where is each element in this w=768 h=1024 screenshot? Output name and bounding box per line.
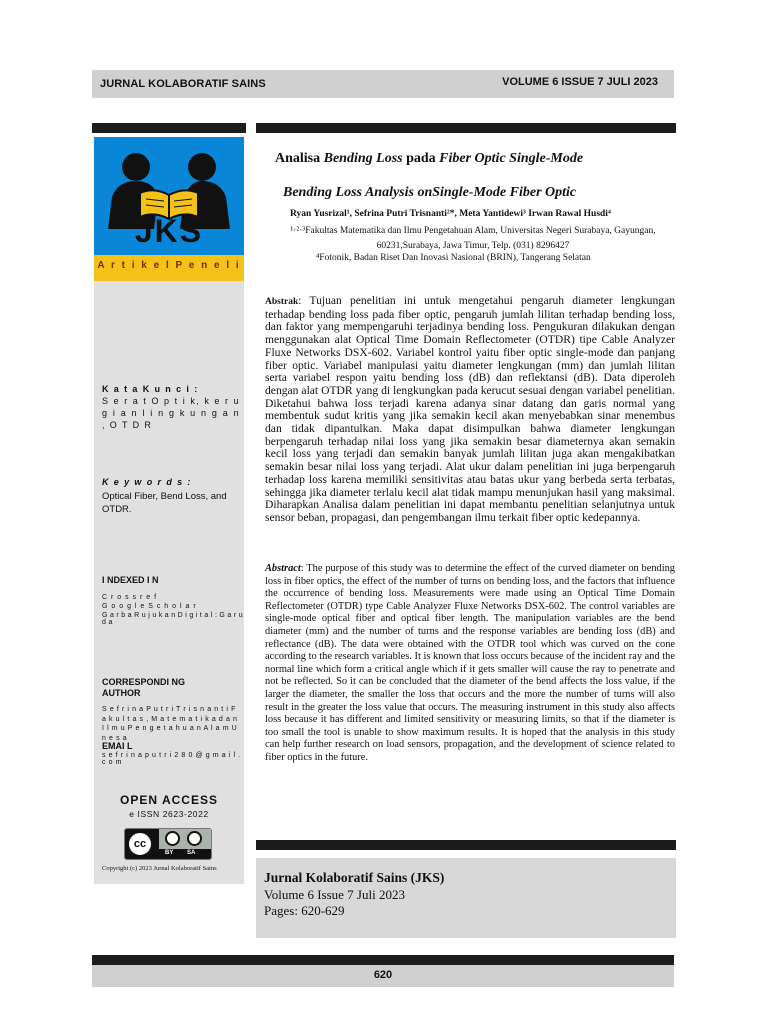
title-part: Bending Loss [323,151,403,166]
indexed-item: G a r b a R u j u k a n D i g i t a l : G a r u d a [102,612,243,626]
abstract-text: : The purpose of this study was to determine the effect of the curved diameter on bending loss in fiber optics, the effect of the number of turns on bending loss, and the factors that influence the occurrence of bending loss. Measurements were made using an Optical Time Domain Reflectometer (OTDR) type Cable Analyzer Fluxe Networks DSX-602. The control variables are single-mode optical fiber and optical fiber length. The manipulation variables are the bend diameter (mm) and the number of turns and the response variables are bending loss (dB) and reflectance (dB). The data were obtained with the OTDR tool which was curved on the cone according to the research variables. It is known that loss occurs because of the incident ray and the normal line which form a critical angle which if it gets smaller will cause the ray to penetrate and not be reflected. So it can be concluded that the diameter of the bend affects the loss value, if the larger the diameter, the smaller the loss that occurs and the more the number of turns will also result in the greater the loss value that occurs. The measuring instrument in this study also affects loss because it has different and limited sensitivity or measuring limits, so that if the diameter is too small the tool is unable to show maximum results. It is hoped that the analysis in this study can help further research on load sensors, propagation, and the development of science related to fiber optics in the future. [265,563,675,763]
journal-logo [94,137,244,255]
journal-info-pages: Pages: 620-629 [264,903,345,918]
page-number-bar [92,965,674,987]
right-bottom-bar [256,840,676,850]
title-part: Analisa [275,151,324,166]
logo-text: JKS [134,213,204,249]
article-title-en: Bending Loss Analysis onSingle-Mode Fiber Optic [283,185,577,200]
keywords-text: Optical Fiber, Bend Loss, and OTDR. [102,491,227,515]
affiliation-1: ¹·²·³Fakultas Matematika dan Ilmu Pengetahuan Alam, Universitas Negeri Surabaya, Gayungan, 60231,Surabaya, Jawa Timur, Telp. (031) 8296427 [290,226,656,251]
journal-name: JURNAL KOLABORATIF SAINS [100,78,266,90]
email-label: EMAI L [102,741,133,751]
title-part: Fiber Optic Single-Mode [439,151,584,166]
cc-icons-bar [159,829,211,849]
by-person-icon [165,831,180,846]
corresponding-label: CORRESPONDI NG AUTHOR [102,677,186,698]
abstract-label: Abstract [265,563,301,574]
volume-info: VOLUME 6 ISSUE 7 JULI 2023 [502,76,658,88]
keywords-label: K e y w o r d s : [102,477,192,487]
abstrak-text: : Tujuan penelitian ini untuk mengetahui pengaruh diameter lengkungan terhadap bending loss pada fiber optic, pengaruh jumlah lilitan terhadap bending loss, dan faktor yang mempengaruhi terjadinya bending loss. Pengukuran dilakukan dengan menggunakan alat Optical Time Domain Reflectometer (OTDR) tipe Cable Analyzer Fluxe Networks DSX-602. Variabel kontrol yaitu fiber optic single-mode dan panjang fiber optic. Variabel manipulasi yaitu diameter lengkungan (mm) dan jumlah lilitan serta variabel respon yaitu bending loss (dB) dan reflektansi (dB). Data diperoleh dengan alat OTDR yang di lengkungkan pada kerucut sesuai dengan variabel penelitian. Diketahui bahwa loss terjadi karena adanya sinar datang dan garis normal yang membentuk sudut kritis yang jika semakin kecil akan menyebabkan sinar menembus dan tidak dipantulkan. Maka dapat disimpulkan bahwa diameter lengkungan berpengaruh terhadap nilai loss yang jika semakin besar diameternya akan semakin kecil loss yang terjadi dan semakin banyak jumlah lilitan juga akan mengakibatkan semakin besar nilai loss yang terjadi. Alat ukur dalam penelitian ini juga berpengaruh terhadap loss karena memiliki sensitivitas atau batas ukur yang berbeda serta terbatas, sehingga jika diameter terlalu kecil alat tidak mampu menunjukan hasil yang maksimal. Diharapkan Analisa dalam penelitian ini dapat membantu penelitian selanjutnya untuk sensor beban, propagasi, dan pengembangan ilmu terkait fiber optic kedepannya. [265,294,675,524]
sidebar-panel-bottom [94,826,244,884]
corresponding-text: S e f r i n a P u t r i T r i s n a n t i F a k u l t a s , M a t e m a t i k a d a n I l m u P e n g e t a h u a n A l a m U n e s a [102,706,238,742]
issn: e ISSN 2623-2022 [129,809,209,819]
affiliation-2: ⁴Fotonik, Badan Riset Dan Inovasi Nasional (BRIN), Tangerang Selatan [316,253,591,263]
sidebar-panel [94,281,244,826]
abstract-paragraph [265,563,675,765]
email-link[interactable]: s e f r i n a p u t r i 2 8 0 @ g m a i l . c o m [102,752,241,766]
sa-share-icon [187,831,202,846]
journal-info-name: Jurnal Kolaboratif Sains (JKS) [264,870,445,885]
authors: Ryan Yusrizal¹, Sefrina Putri Trisnanti²*, Meta Yantidewi³ Irwan Rawal Husdi⁴ [290,209,611,219]
cc-icon: cc [127,831,153,857]
cc-license-badge[interactable] [124,828,212,860]
cc-sa-text: SA [187,850,196,856]
article-type-banner: A r t i k e l P e n e l i [94,255,244,281]
indexed-label: I NDEXED I N [102,575,159,585]
abstrak-paragraph [265,295,675,525]
right-top-bar [256,123,676,133]
indexed-item: G o o g l e S c h o l a r [102,603,197,610]
journal-info-box [256,858,676,938]
article-title-id [275,151,583,167]
abstrak-label: Abstrak [265,297,299,307]
copyright-text: Copyright (c) 2023 Jurnal Kolaboratif Sains [102,865,217,872]
title-part: pada [402,151,440,166]
indexed-item: C r o s s r e f [102,594,158,601]
page-number: 620 [373,969,393,981]
kata-kunci-text: S e r a t O p t i k, k e r u g i a n l i n g k u n g a n , O T D R [102,396,240,430]
footer-bar [92,955,674,965]
left-top-bar [92,123,246,133]
cc-by-text: BY [165,850,174,856]
open-access-label: OPEN ACCESS [120,793,218,807]
journal-header [92,70,674,98]
journal-info-volume: Volume 6 Issue 7 Juli 2023 [264,887,405,902]
kata-kunci-label: K a t a K u n c i : [102,384,199,394]
